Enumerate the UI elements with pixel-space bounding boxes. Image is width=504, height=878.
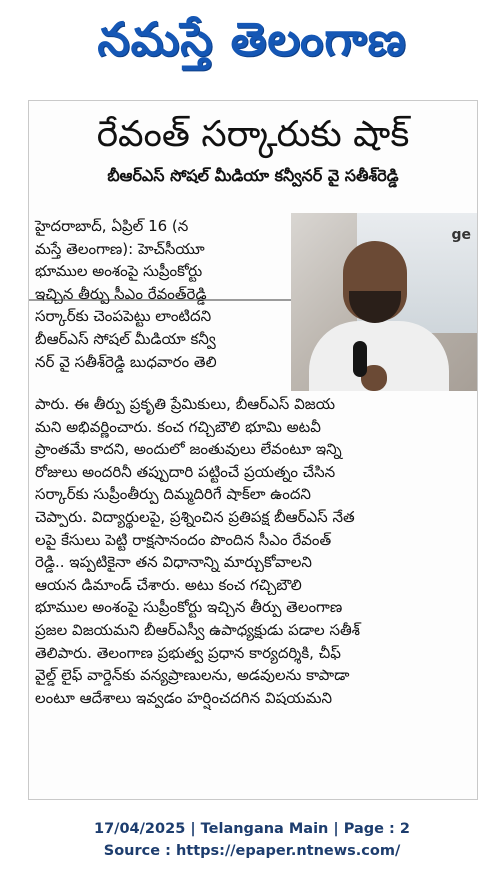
body-line: ఆయన డిమాండ్ చేశారు. అటు కంచ గచ్చిబౌలి: [35, 575, 302, 594]
microphone-icon: [353, 341, 367, 377]
photo-banner-text: ge: [451, 227, 471, 243]
article-body-left: [35, 215, 285, 373]
body-line: రోజులు అందరినీ తప్పుదారి పట్టించే ప్రయత్నం చేసిన: [35, 462, 336, 481]
article-body-full: [35, 393, 471, 709]
masthead-title: నమస్తే తెలంగాణ: [97, 12, 407, 66]
body-line: నర్ వై సతీశ్‌రెడ్డి బుధవారం తెలి: [35, 352, 217, 371]
body-line: బీఆర్ఎస్ సోషల్ మీడియా కన్వీ: [35, 329, 216, 348]
body-line: లంటూ ఆదేశాలు ఇవ్వడం హర్షించదగిన విషయమని: [35, 688, 333, 707]
source-footer: [0, 818, 504, 862]
body-line: తెలిపారు. తెలంగాణ ప్రభుత్వ ప్రధాన కార్యదర్శికి, చీఫ్: [35, 643, 341, 662]
body-line: ప్రజల విజయమని బీఆర్ఎస్వీ ఉపాధ్యక్షుడు పడాల సతీశ్: [35, 620, 360, 639]
body-line: భూముల అంశంపై సుప్రీంకోర్టు: [35, 262, 203, 281]
body-line: లపై కేసులు పెట్టి రాక్షసానందం పొందిన సీఎం రేవంత్: [35, 530, 332, 549]
body-line: సర్కార్‌కు చెంపపెట్టు లాంటిదని: [35, 307, 212, 326]
body-line: ఇచ్చిన తీర్పు సీఎం రేవంత్‌రెడ్డి: [35, 284, 207, 303]
body-line: భూముల అంశంపై సుప్రీంకోర్టు ఇచ్చిన తీర్పు తెలంగాణ: [35, 598, 343, 617]
body-line: పారు. ఈ తీర్పు ప్రకృతి ప్రేమికులు, బీఆర్ఎస్ విజయ: [35, 395, 336, 413]
reporter-photo: [291, 213, 477, 391]
news-clipping: [28, 100, 478, 800]
footer-source: Source : https://epaper.ntnews.com/: [103, 843, 401, 859]
article-subhead: బీఆర్ఎస్ సోషల్ మీడియా కన్వీనర్ వై సతీశ్‌రెడ్డి: [107, 166, 399, 185]
body-line: చెప్పారు. విద్యార్థులపై, ప్రశ్నించిన ప్రతిపక్ష బీఆర్ఎస్ నేత: [35, 507, 355, 526]
body-line: ప్రాంతమే కాదని, అందులో జంతువులు లేవంటూ ఇన్ని: [35, 440, 342, 459]
body-line: హైదరాబాద్, ఏప్రిల్ 16 (న: [35, 217, 189, 235]
footer-date-page: 17/04/2025 | Telangana Main | Page : 2: [93, 821, 410, 837]
body-line: మస్తే తెలంగాణ): హెచ్‌సీయూ: [35, 239, 205, 258]
body-line: మని అభివర్ణించారు. కంచ గచ్చిబౌలి భూమి అటవీ: [35, 417, 321, 436]
body-line: సర్కార్‌కు సుప్రీంతీర్పు దిమ్మదిరిగే షాక్‌లా ఉందని: [35, 485, 311, 504]
masthead: [0, 0, 504, 90]
body-line: వైల్డ్ లైఫ్ వార్డెన్‌కు వన్యప్రాణులను, అడవులను కాపాడా: [35, 666, 350, 685]
body-line: రెడ్డి.. ఇప్పటికైనా తన విధానాన్ని మార్చుకోవాలని: [35, 553, 312, 572]
article-headline: రేవంత్ సర్కారుకు షాక్: [96, 114, 410, 155]
